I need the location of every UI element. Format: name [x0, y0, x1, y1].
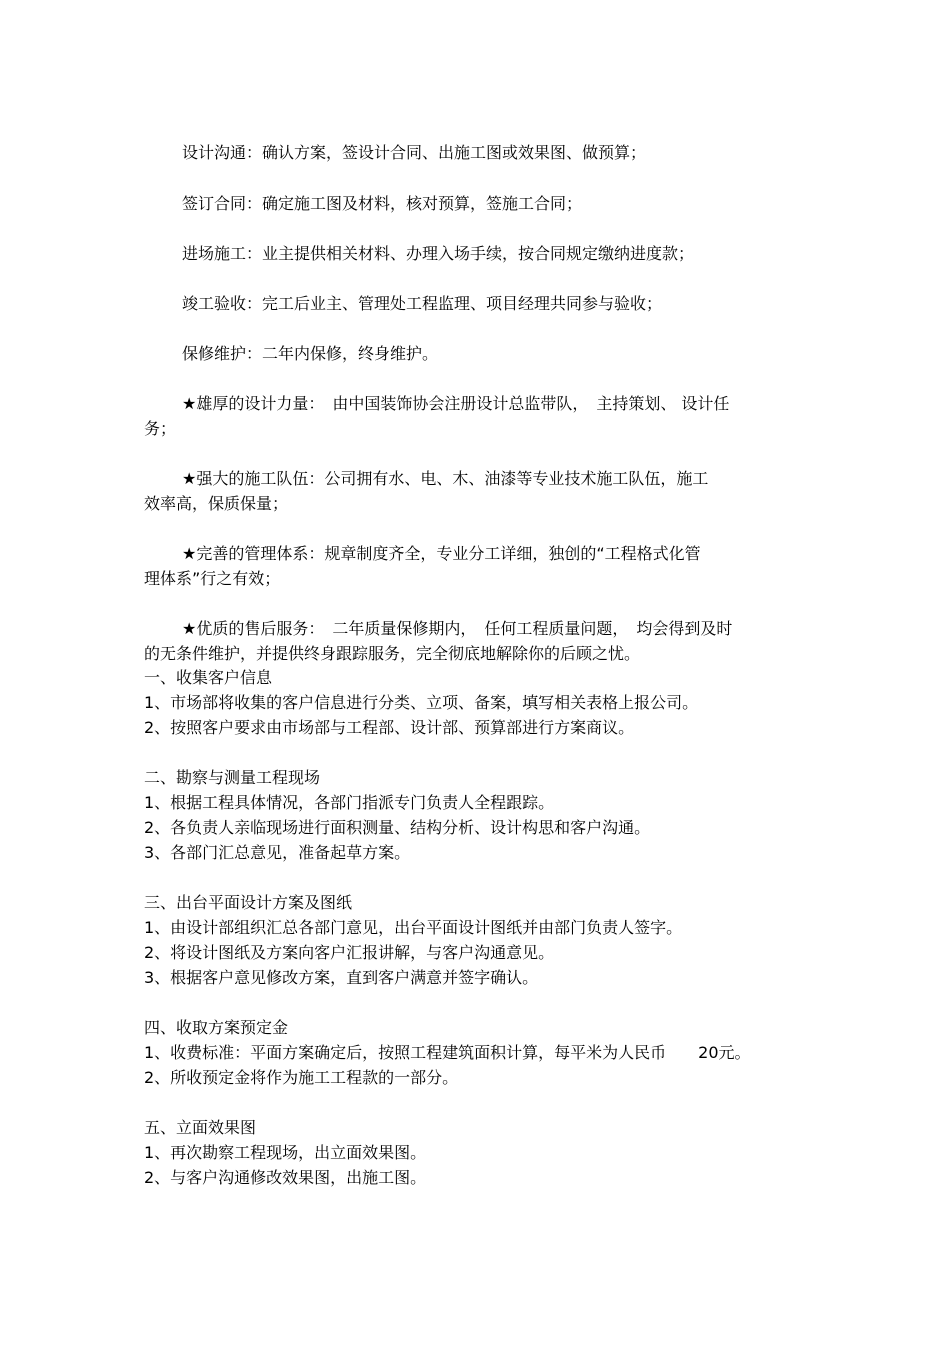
- section-item: 1、市场部将收集的客户信息进行分类、立项、备案，填写相关表格上报公司。: [144, 693, 699, 712]
- process-step: 设计沟通：确认方案，签设计合同、出施工图或效果图、做预算；: [182, 143, 647, 162]
- advantage-line: ★雄厚的设计力量： 由中国装饰协会注册设计总监带队， 主持策划、 设计任: [182, 394, 730, 413]
- process-step: 竣工验收：完工后业主、管理处工程监理、项目经理共同参与验收；: [182, 294, 663, 313]
- section-item: 3、根据客户意见修改方案，直到客户满意并签字确认。: [144, 968, 539, 987]
- section-item: 1、根据工程具体情况，各部门指派专门负责人全程跟踪。: [144, 793, 555, 812]
- section-item: 1、收费标准：平面方案确定后，按照工程建筑面积计算，每平米为人民币 20元。: [144, 1043, 751, 1062]
- section-item: 1、由设计部组织汇总各部门意见，出台平面设计图纸并由部门负责人签字。: [144, 918, 683, 937]
- section-item: 2、各负责人亲临现场进行面积测量、结构分析、设计构思和客户沟通。: [144, 818, 651, 837]
- section-item: 2、按照客户要求由市场部与工程部、设计部、预算部进行方案商议。: [144, 718, 635, 737]
- section-item: 1、再次勘察工程现场，出立面效果图。: [144, 1143, 427, 1162]
- advantage-line: ★优质的售后服务： 二年质量保修期内， 任何工程质量问题， 均会得到及时: [182, 619, 733, 638]
- section-item: 2、将设计图纸及方案向客户汇报讲解，与客户沟通意见。: [144, 943, 555, 962]
- advantage-line: 效率高，保质保量；: [144, 494, 289, 513]
- section-title: 四、收取方案预定金: [144, 1018, 289, 1037]
- section-title: 五、立面效果图: [144, 1118, 257, 1137]
- section-title: 一、收集客户信息: [144, 668, 273, 687]
- section-item: 2、所收预定金将作为施工工程款的一部分。: [144, 1068, 459, 1087]
- process-step: 保修维护：二年内保修，终身维护。: [182, 344, 439, 363]
- advantage-line: 理体系”行之有效；: [144, 569, 281, 588]
- advantage-line: 的无条件维护，并提供终身跟踪服务，完全彻底地解除你的后顾之忧。: [144, 644, 641, 663]
- advantage-line: 务；: [144, 419, 177, 438]
- advantage-line: ★强大的施工队伍：公司拥有水、电、木、油漆等专业技术施工队伍，施工: [182, 469, 709, 488]
- section-title: 三、出台平面设计方案及图纸: [144, 893, 353, 912]
- advantage-line: ★完善的管理体系：规章制度齐全，专业分工详细，独创的“工程格式化管: [182, 544, 701, 563]
- section-item: 2、与客户沟通修改效果图，出施工图。: [144, 1168, 427, 1187]
- section-item: 3、各部门汇总意见，准备起草方案。: [144, 843, 411, 862]
- process-step: 签订合同：确定施工图及材料，核对预算，签施工合同；: [182, 194, 583, 213]
- process-step: 进场施工：业主提供相关材料、办理入场手续，按合同规定缴纳进度款；: [182, 244, 695, 263]
- section-title: 二、勘察与测量工程现场: [144, 768, 321, 787]
